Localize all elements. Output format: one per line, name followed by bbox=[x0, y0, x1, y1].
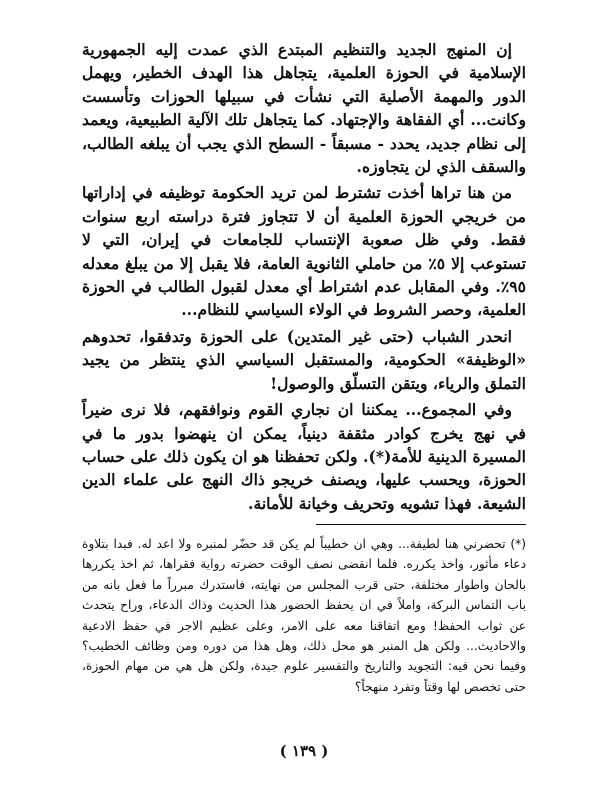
paragraph-3: انحدر الشباب (حتى غير المتدين) على الحوزة وتدفقوا، تحدوهم «الوظيفة» الحكومية، والمستقبل السياسي الذي ينتظر من يجيد التملق والرياء، ويتقن التسلّق والوصول! bbox=[82, 326, 526, 393]
footnote-divider bbox=[316, 524, 526, 525]
paragraph-2: من هنا تراها أخذت تشترط لمن تريد الحكومة توظيفه في إداراتها من خريجي الحوزة العلمية أن لا تتجاوز فترة دراسته اربع سنوات فقط. وفي ظل صعوبة الإنتساب للجامعات في إيران، التي لا تستوعب إلا ٥٪ من حاملي الثانوية العامة، فلا يقبل إلا من يبلغ معدله ٩٥٪. وفي المقابل عدم اشتراط أي معدل لقبول الطالب في الحوزة العلمية، وحصر الشروط في الولاء السياسي للنظام... bbox=[82, 183, 526, 320]
page-number: ( ١٣٩ ) bbox=[279, 742, 329, 760]
paragraph-1: إن المنهج الجديد والتنظيم المبتدع الذي عمدت إليه الجمهورية الإسلامية في الحوزة العلمية، يتجاهل هذا الهدف الخطير، ويهمل الدور والمهمة الأصلية التي نشأت في سبيلها الحوزات وتأسست وكانت... أي الفقاهة والإجتهاد. كما يتجاهل تلك الآلية الطبيعية، ويعمد إلى نظام جديد، يحدد - مسبقاً - السطح الذي يجب أن يبلغه الطالب، والسقف الذي لن يتجاوزه. bbox=[82, 40, 526, 177]
footnote bbox=[82, 534, 526, 697]
paragraph-4: وفي المجموع... يمكننا ان نجاري القوم ونوافقهم، فلا نرى ضيراً في نهج يخرج كوادر مثقفة دينياً، يمكن ان ينهضوا بدور ما في المسيرة الدينية للأمة(*). ولكن تحفظنا هو ان يكون ذلك على حساب الحوزة، ويحسب عليها، ويصنف خريجو ذاك النهج على علماء الدين الشيعة. فهذا تشويه وتحريف وخيانة للأمانة. bbox=[82, 400, 526, 513]
footnote-text: (*) تحضرني هنا لطيفة... وهي ان خطيباً لم يكن قد حضّر لمنبره ولا اعد له. فبدا بتلاوة دعاء مأثور، واخذ يكرره. فلما انقضى نصف الوقت حضرته رواية فقراها، ثم اخذ يكررها بالحان واطوار مختلفة، حتى قرب المجلس من نهايته، فاستدرك مبرراً ما فعل بانه من باب التماس البركة، واملاً في ان يحفظ الحضور هذا الحديث وذاك الدعاء، وراح يتحدث عن ثواب الحفظ! ومع اتفاقنا معه على الامر، وعلى عظيم الاجر في حفظ الادعية والاحاديث... ولكن هل المنبر هو محل ذلك، وهل هذا من دوره ومن وظائف الخطيب؟ وفيما نحن فيه: التجويد والتاريخ والتفسير علوم جيدة، ولكن هل هي من مهام الحوزة، حتى تخصص لها وقتاً وتفرد منهجاً؟ bbox=[82, 537, 526, 694]
main-text bbox=[82, 38, 526, 518]
